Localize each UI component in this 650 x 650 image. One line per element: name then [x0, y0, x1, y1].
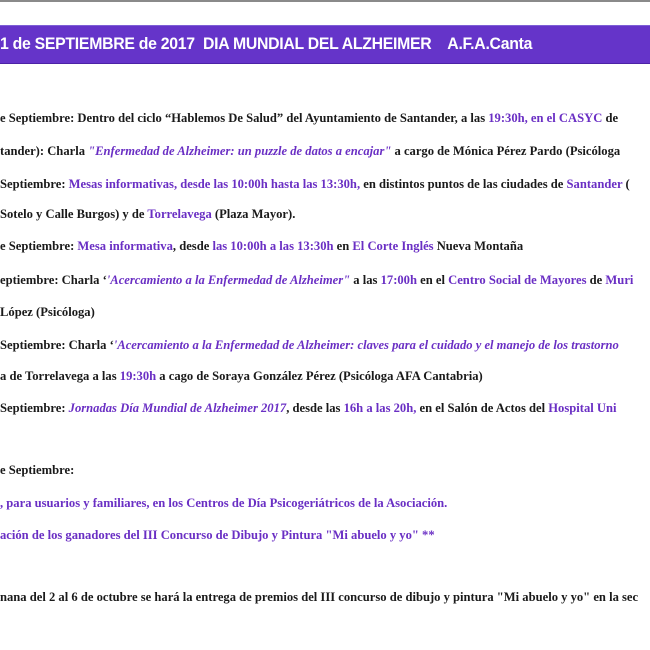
event-2-line-1: [0, 176, 630, 192]
city-highlight: Santander: [566, 177, 623, 191]
header-title: 1 de SEPTIEMBRE de 2017 DIA MUNDIAL DEL ALZHEIMER A.F.A.Canta: [0, 34, 533, 53]
time-highlight: las 10:00h a las 13:30h: [212, 239, 334, 253]
talk-title: 'Acercamiento a la Enfermedad de Alzheimer: claves para el cuidado y el manejo de los trastorno: [113, 338, 619, 352]
event-7-line-2: [0, 495, 447, 511]
text-span: López (Psicóloga): [0, 305, 95, 319]
text-span: e Septiembre: Dentro del ciclo “Hablemos De Salud” del Ayuntamiento de Santander, a las: [0, 111, 489, 125]
footnote-line: [0, 589, 638, 605]
event-title: Jornadas Día Mundial de Alzheimer 2017: [68, 401, 287, 415]
city-highlight: Muri: [605, 273, 634, 287]
text-span: a cargo de Mónica Pérez Pardo (Psicóloga: [391, 144, 621, 158]
event-7-line-3: [0, 527, 435, 543]
location-highlight: El Corte Inglés: [352, 239, 434, 253]
text-span: Septiembre:: [0, 401, 69, 415]
text-span: en el Salón de Actos del: [416, 401, 549, 415]
text-span: (: [622, 177, 630, 191]
text-span: e Septiembre:: [0, 463, 75, 477]
text-span: nana del 2 al 6 de octubre se hará la entrega de premios del III concurso de dibujo y pintura "Mi abuelo y yo" en la sec: [0, 590, 639, 604]
event-5-line-1: [0, 337, 619, 353]
location-highlight: Centro Social de Mayores: [448, 273, 587, 287]
top-border: [0, 0, 650, 2]
location-highlight: Hospital Uni: [548, 401, 617, 415]
city-highlight: Torrelavega: [147, 207, 212, 221]
event-6-line-1: [0, 400, 617, 416]
text-span: (Plaza Mayor).: [211, 207, 296, 221]
text-span: Sotelo y Calle Burgos) y de: [0, 207, 148, 221]
event-3-line-1: [0, 238, 523, 254]
text-span: , desde: [172, 239, 213, 253]
text-span: en distintos puntos de las ciudades de: [360, 177, 567, 191]
event-5-line-2: [0, 368, 483, 384]
talk-title: 'Acercamiento a la Enfermedad de Alzheimer": [106, 273, 351, 287]
talk-title: "Enfermedad de Alzheimer: un puzzle de datos a encajar": [88, 144, 392, 158]
highlight: Mesa informativa: [77, 239, 173, 253]
event-7-line-1: [0, 462, 74, 478]
event-4-line-2: [0, 304, 95, 320]
text-span: en: [333, 239, 353, 253]
text-span: Septiembre:: [0, 177, 69, 191]
time-highlight: 17:00h: [380, 273, 417, 287]
time-highlight: 16h a las 20h,: [343, 401, 417, 415]
highlight: ación de los ganadores del III Concurso de Dibujo y Pintura "Mi abuelo y yo" **: [0, 528, 435, 542]
text-span: eptiembre: Charla ‘: [0, 273, 107, 287]
text-span: Septiembre: Charla ‘: [0, 338, 114, 352]
text-span: a de Torrelavega a las: [0, 369, 120, 383]
highlight: , para usuarios y familiares, en los Centros de Día Psicogeriátricos de la Asociación.: [0, 496, 448, 510]
text-span: de: [586, 273, 606, 287]
text-span: e Septiembre:: [0, 239, 78, 253]
text-span: de: [602, 111, 619, 125]
text-span: , desde las: [286, 401, 344, 415]
event-1-line-1: [0, 110, 618, 126]
text-span: Nueva Montaña: [433, 239, 524, 253]
text-span: tander): Charla: [0, 144, 89, 158]
text-span: en el: [416, 273, 449, 287]
time-location-highlight: 19:30h, en el CASYC: [488, 111, 603, 125]
event-2-line-2: [0, 206, 295, 222]
event-1-line-2: [0, 143, 620, 159]
event-4-line-1: [0, 272, 633, 288]
header-banner: [0, 25, 650, 64]
time-highlight: 19:30h: [119, 369, 157, 383]
text-span: a las: [350, 273, 381, 287]
highlight: Mesas informativas, desde las 10:00h hasta las 13:30h,: [68, 177, 361, 191]
text-span: a cago de Soraya González Pérez (Psicóloga AFA Cantabria): [156, 369, 483, 383]
